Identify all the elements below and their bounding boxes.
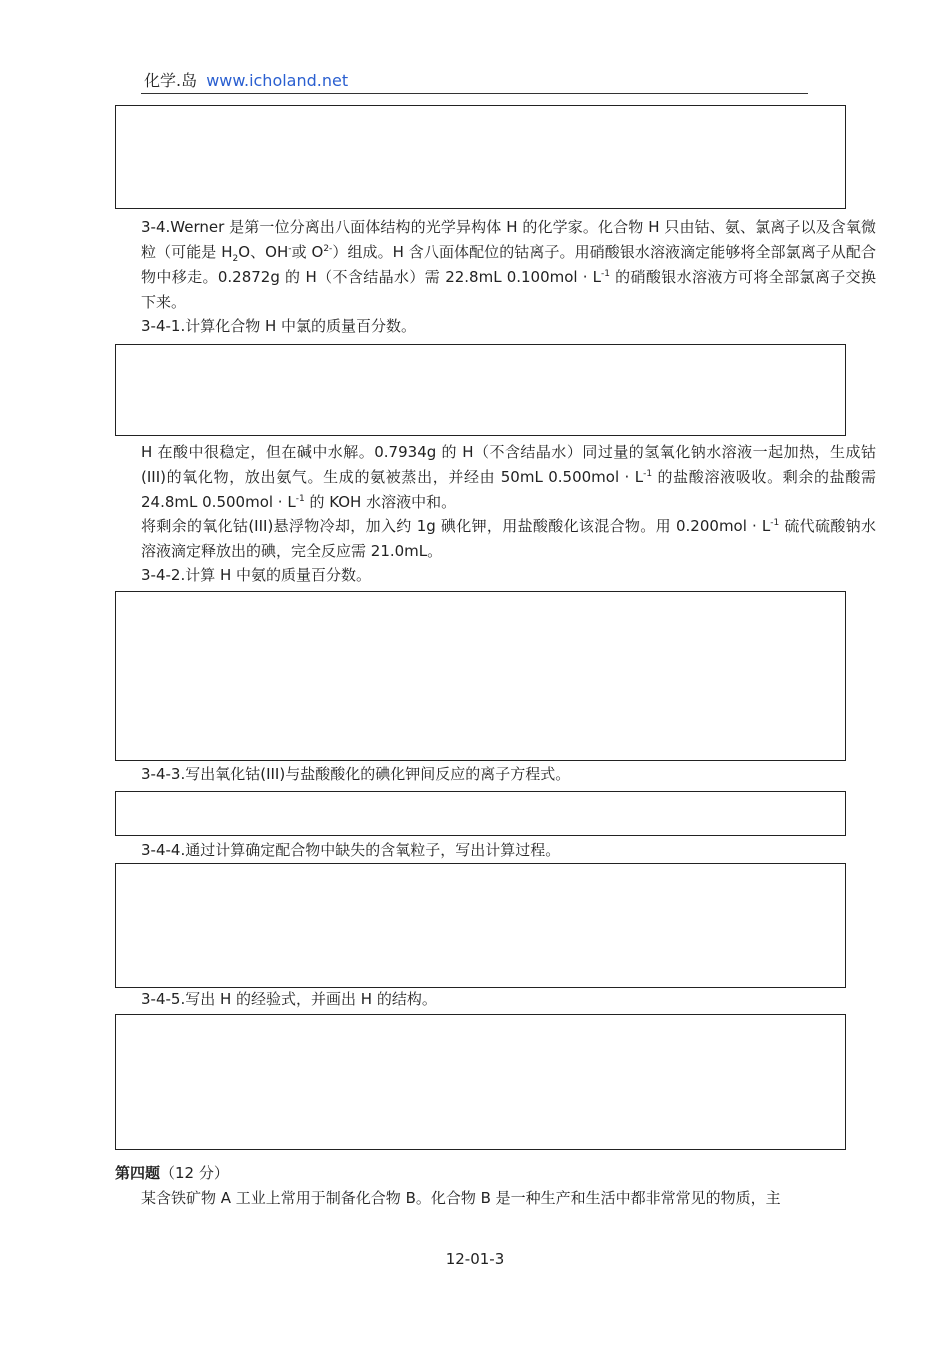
answer-box[interactable] (115, 863, 846, 988)
brand-name: 化学.岛 (144, 71, 198, 90)
answer-box[interactable] (115, 791, 846, 836)
answer-box[interactable] (115, 591, 846, 761)
answer-box[interactable] (115, 1014, 846, 1150)
question-4-heading (115, 1162, 229, 1183)
paragraph-hydrolysis: H 在酸中很稳定，但在碱中水解。0.7934g 的 H（不含结晶水）同过量的氢氧化钠水溶液一起加热，生成钴(III)的氧化物，放出氨气。生成的氨被蒸出，并经由 50mL $0.500mol \cdot L^{-1}$ 的盐酸溶液吸收。剩余的盐酸需 24.8mL $0.500mol \cdot L^{-1}$ 的 KOH 水溶液中和。 (141, 443, 876, 511)
header-rule (141, 93, 808, 94)
question-4-score: （12 分） (160, 1164, 229, 1182)
question-3-4-intro: 3-4.Werner 是第一位分离出八面体结构的光学异构体 H 的化学家。化合物 H 只由钴、氨、氯离子以及含氧微粒（可能是 $H_2O$、OH-或 $O^{2-}$）组成。H 含八面体配位的钴离子。用硝酸银水溶液滴定能够将全部氯离子从配合物中移走。0.2872g 的 H（不含结晶水）需 22.8mL $0.100mol \cdot L^{-1}$ 的硝酸银水溶液方可将全部氯离子交换下来。 (141, 218, 876, 311)
question-3-4-2: 3-4-2.计算 H 中氨的质量百分数。 (141, 566, 372, 584)
question-3-4-5: 3-4-5.写出 H 的经验式，并画出 H 的结构。 (141, 990, 437, 1008)
paragraph-titration: 将剩余的氧化钴(III)悬浮物冷却，加入约 1g 碘化钾，用盐酸酸化该混合物。用 $0.200mol \cdot L^{-1}$ 硫代硫酸钠水溶液滴定释放出的碘，完全反应需 21.0mL。 (141, 517, 876, 560)
question-3-4-3: 3-4-3.写出氧化钴(III)与盐酸酸化的碘化钾间反应的离子方程式。 (141, 765, 571, 783)
question-4-title: 第四题 (115, 1164, 161, 1182)
page-number: 12-01-3 (445, 1250, 505, 1268)
page-header (144, 68, 348, 91)
question-3-4-4: 3-4-4.通过计算确定配合物中缺失的含氧粒子，写出计算过程。 (141, 841, 561, 859)
question-4-text: 某含铁矿物 A 工业上常用于制备化合物 B。化合物 B 是一种生产和生活中都非常常见的物质，主 (141, 1189, 781, 1207)
answer-box[interactable] (115, 105, 846, 209)
answer-box[interactable] (115, 344, 846, 436)
site-url: www.icholand.net (206, 71, 349, 90)
question-3-4-1: 3-4-1.计算化合物 H 中氯的质量百分数。 (141, 317, 417, 335)
